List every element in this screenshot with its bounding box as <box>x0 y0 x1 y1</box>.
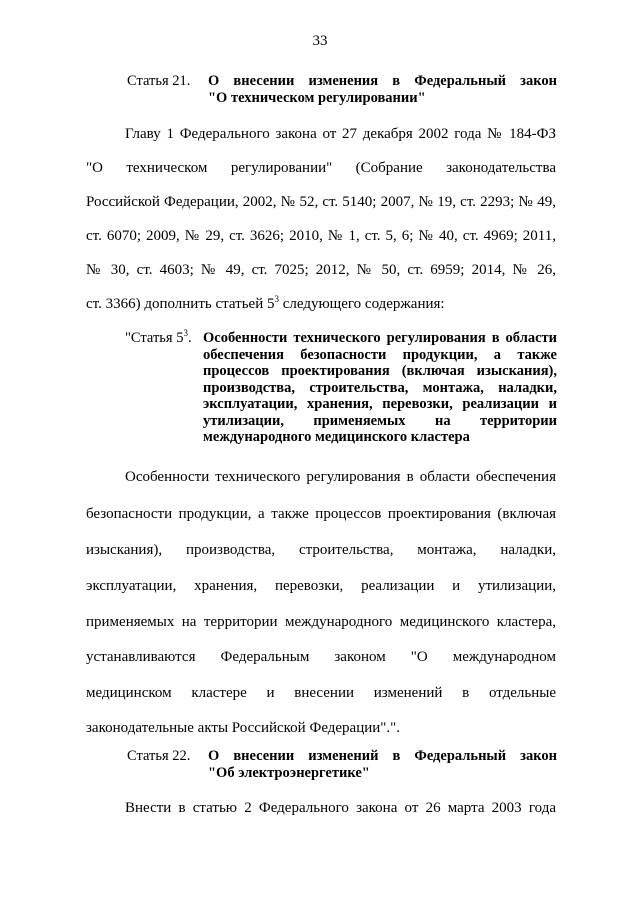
para1-last-text: следующего содержания: <box>278 296 445 312</box>
para2-line: устанавливаются Федеральным законом "О международном <box>86 649 556 665</box>
article-5-3-title-line: эксплуатации, хранения, перевозки, реализации и <box>203 396 557 412</box>
article-22-title-line: О внесении изменений в Федеральный закон <box>208 748 557 764</box>
article-5-3-heading <box>125 330 557 446</box>
para2-line: применяемых на территории международного медицинского кластера, <box>86 614 556 630</box>
article-21-title-line: О внесении изменения в Федеральный закон <box>208 73 557 89</box>
para2-line: эксплуатации, хранения, перевозки, реализации и утилизации, <box>86 578 556 594</box>
article-22-heading <box>127 748 557 782</box>
superscript: 3 <box>183 328 188 339</box>
article-21-label: Статья 21. <box>127 73 191 89</box>
article-5-3-title-line: утилизации, применяемых на территории <box>203 412 557 429</box>
article-5-3-title-line: производства, строительства, монтажа, наладки, <box>203 379 557 396</box>
article-22-title-line: "Об электроэнергетике" <box>208 765 370 781</box>
para1-last-text: ст. 3366) дополнить статьей 5 <box>86 296 275 312</box>
article-22-title <box>208 748 557 782</box>
para1-line: № 30, ст. 4603; № 49, ст. 7025; 2012, № 50, ст. 6959; 2014, № 26, <box>86 262 556 278</box>
article-5-3-title-line: обеспечения безопасности продукции, а также <box>203 346 557 363</box>
para3-line: Внести в статью 2 Федерального закона от 26 марта 2003 года <box>125 800 556 816</box>
article-5-3-title-line: процессов проектирования (включая изыскания), <box>203 363 557 379</box>
para1-line: ст. 6070; 2009, № 29, ст. 3626; 2010, № 1, ст. 5, 6; № 40, ст. 4969; 2011, <box>86 228 556 244</box>
article-5-3-title <box>203 330 557 446</box>
article-21-heading <box>127 73 557 107</box>
article-5-3-title-line: международного медицинского кластера <box>203 429 470 445</box>
para2-line: медицинском кластере и внесении изменений в отдельные <box>86 685 556 701</box>
para2-line: изыскания), производства, строительства, монтажа, наладки, <box>86 542 556 558</box>
para2-line: законодательные акты Российской Федерации".". <box>86 720 401 736</box>
label-text: "Статья 5 <box>125 330 184 346</box>
para1-line <box>86 296 556 313</box>
article-22-label: Статья 22. <box>127 748 191 764</box>
article-5-3-label <box>125 330 192 347</box>
para2-line: Особенности технического регулирования в области обеспечения <box>125 469 556 485</box>
page-number: 33 <box>312 33 328 49</box>
article-5-3-title-line: Особенности технического регулирования в области <box>203 330 557 346</box>
para2-line: безопасности продукции, а также процессов проектирования (включая <box>86 506 556 522</box>
label-text: . <box>187 330 192 346</box>
para1-line: Главу 1 Федерального закона от 27 декабря 2002 года № 184-ФЗ <box>125 126 556 142</box>
article-21-title <box>208 73 557 107</box>
article-21-title-line: "О техническом регулировании" <box>208 90 426 106</box>
para1-line: "О техническом регулировании" (Собрание законодательства <box>86 160 556 176</box>
superscript: 3 <box>274 294 279 304</box>
para1-line: Российской Федерации, 2002, № 52, ст. 5140; 2007, № 19, ст. 2293; № 49, <box>86 194 556 210</box>
